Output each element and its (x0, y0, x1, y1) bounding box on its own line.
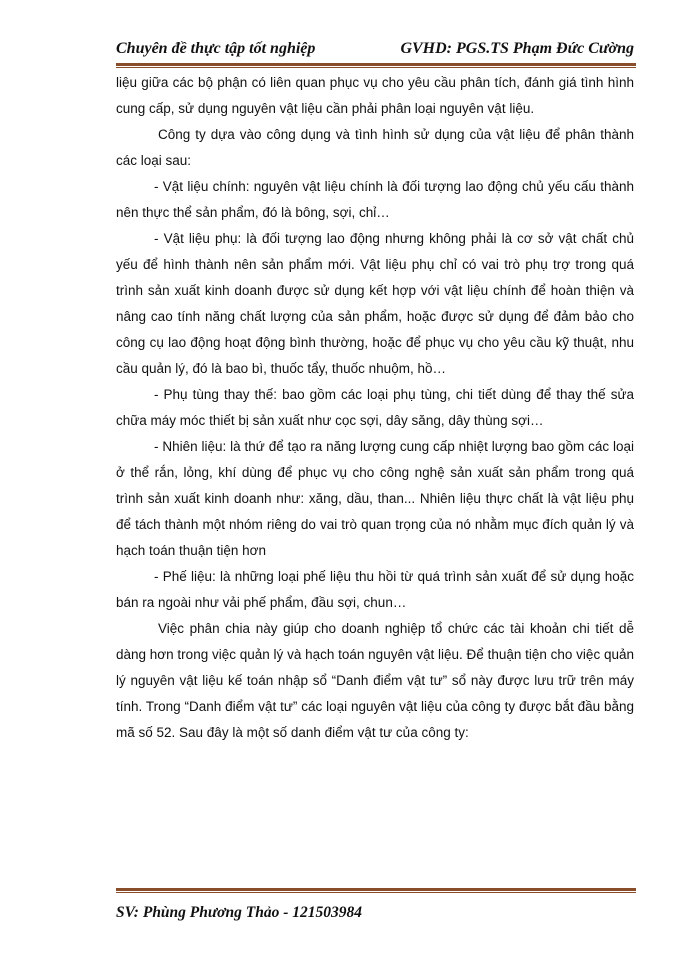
footer-author: SV: Phùng Phương Thảo - 121503984 (116, 904, 362, 921)
bullet-main-materials: - Vật liệu chính: nguyên vật liệu chính là đối tượng lao động chủ yếu cấu thành nên thực thể sản phẩm, đó là bông, sợi, chỉ… (116, 179, 634, 220)
document-title: Chuyên đề thực tập tốt nghiệp (116, 40, 316, 57)
supervisor-label: GVHD: PGS.TS Phạm Đức Cường (400, 40, 634, 57)
bullet-fuel: - Nhiên liệu: là thứ để tạo ra năng lượng cung cấp nhiệt lượng bao gồm các loại ở thể rắn, lỏng, khí dùng để phục vụ cho công nghệ sản xuất sản phẩm trong quá trình sản xuất kinh doanh như: xăng, dầu, than... Nhiên liệu thực chất là vật liệu phụ để tách thành một nhóm riêng do vai trò quan trọng của nó nhằm mục đích quản lý và hạch toán thuận tiện hơn (116, 439, 634, 558)
header-rule (116, 63, 636, 66)
header-rule-thin (116, 67, 636, 68)
page-header (116, 40, 634, 64)
paragraph-classification-intro: Công ty dựa vào công dụng và tình hình sử dụng của vật liệu để phân thành các loại sau: (116, 127, 634, 168)
footer-rule (116, 888, 636, 891)
paragraph-conclusion: Việc phân chia này giúp cho doanh nghiệp tổ chức các tài khoản chi tiết dễ dàng hơn trong việc quản lý và hạch toán nguyên vật liệu. Để thuận tiện cho việc quản lý nguyên vật liệu kế toán nhập sổ “Danh điểm vật tư” sổ này được lưu trữ trên máy tính. Trong “Danh điểm vật tư” các loại nguyên vật liệu của công ty được bắt đầu bằng mã số 52. Sau đây là một số danh điểm vật tư của công ty: (116, 621, 634, 740)
bullet-scrap: - Phế liệu: là những loại phế liệu thu hồi từ quá trình sản xuất để sử dụng hoặc bán ra ngoài như vải phế phẩm, đầu sợi, chun… (116, 569, 634, 610)
bullet-spare-parts: - Phụ tùng thay thế: bao gồm các loại phụ tùng, chi tiết dùng để thay thế sửa chữa máy móc thiết bị sản xuất như cọc sợi, dây săng, dây thùng sợi… (116, 387, 634, 428)
paragraph-continuation: liệu giữa các bộ phận có liên quan phục vụ cho yêu cầu phân tích, đánh giá tình hình cung cấp, sử dụng nguyên vật liệu cần phải phân loại nguyên vật liệu. (116, 75, 634, 116)
footer-rule-thin (116, 892, 636, 893)
page-body (116, 70, 634, 746)
bullet-auxiliary-materials: - Vật liệu phụ: là đối tượng lao động nhưng không phải là cơ sở vật chất chủ yếu để hình thành nên sản phẩm mới. Vật liệu phụ chỉ có vai trò phụ trợ trong quá trình sản xuất kinh doanh được sử dụng kết hợp với vật liệu chính để hoàn thiện và nâng cao tính năng chất lượng của sản phẩm, hoặc được sử dụng để đảm bảo cho công cụ lao động hoạt động bình thường, hoặc để phục vụ cho yêu cầu kỹ thuật, nhu cầu quản lý, đó là bao bì, thuốc tẩy, thuốc nhuộm, hồ… (116, 231, 634, 376)
